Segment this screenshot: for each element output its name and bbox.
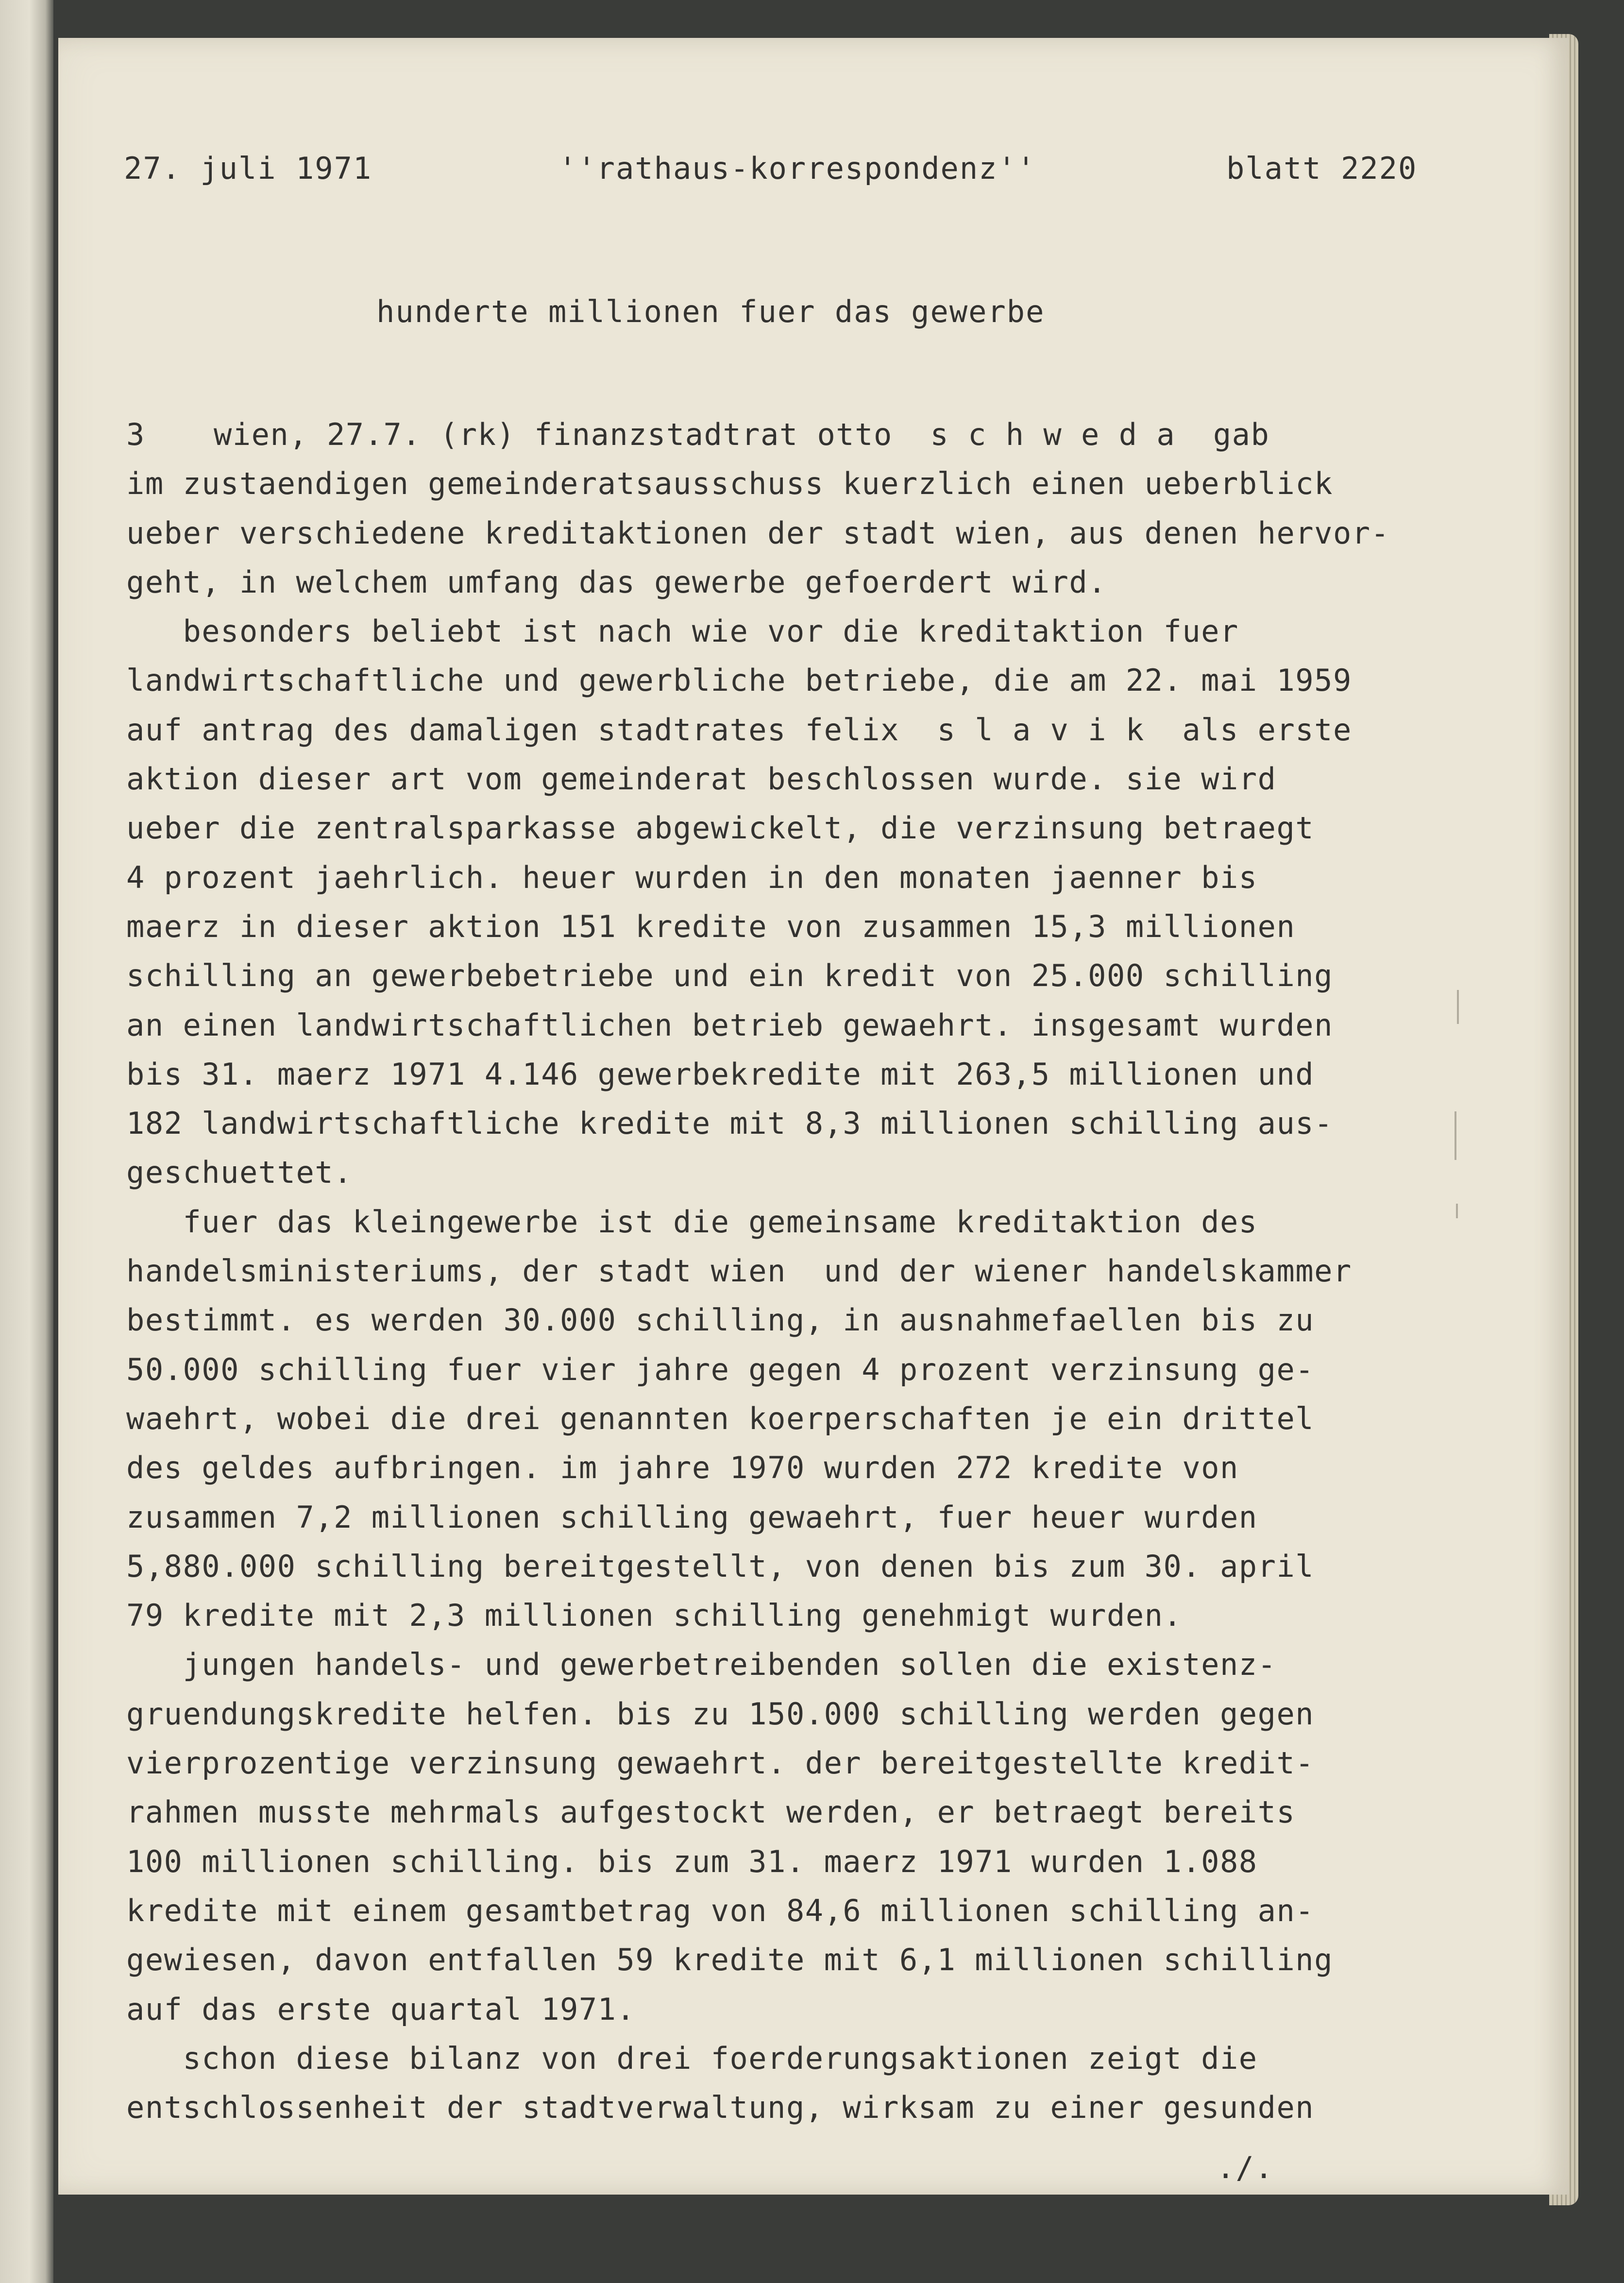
text-line: schilling an gewerbebetriebe und ein kredit von 25.000 schilling bbox=[126, 958, 1333, 994]
text-line: bestimmt. es werden 30.000 schilling, in ausnahmefaellen bis zu bbox=[126, 1302, 1315, 1338]
text-line: rahmen musste mehrmals aufgestockt werden, er betraegt bereits bbox=[126, 1794, 1296, 1830]
text-line: jungen handels- und gewerbetreibenden sollen die existenz- bbox=[126, 1647, 1277, 1683]
margin-pencil-mark bbox=[1456, 1204, 1458, 1218]
text-line: waehrt, wobei die drei genannten koerperschaften je ein drittel bbox=[126, 1400, 1315, 1436]
text-line: aktion dieser art vom gemeinderat beschlossen wurde. sie wird bbox=[126, 761, 1277, 797]
text-line: landwirtschaftliche und gewerbliche betriebe, die am 22. mai 1959 bbox=[126, 663, 1352, 699]
article-headline: hunderte millionen fuer das gewerbe bbox=[376, 294, 1045, 329]
text-line: 4 prozent jaehrlich. heuer wurden in den monaten jaenner bis bbox=[126, 859, 1258, 895]
text-line: fuer das kleingewerbe ist die gemeinsame kreditaktion des bbox=[126, 1204, 1258, 1240]
text-line: schon diese bilanz von drei foerderungsaktionen zeigt die bbox=[126, 2040, 1258, 2076]
text-line: 50.000 schilling fuer vier jahre gegen 4 prozent verzinsung ge- bbox=[126, 1351, 1315, 1387]
text-line: 79 kredite mit 2,3 millionen schilling genehmigt wurden. bbox=[126, 1598, 1183, 1634]
text-line: an einen landwirtschaftlichen betrieb gewaehrt. insgesamt wurden bbox=[126, 1007, 1333, 1043]
text-line: auf antrag des damaligen stadtrates felix s l a v i k als erste bbox=[126, 712, 1352, 748]
header-publication: ''rathaus-korrespondenz'' bbox=[558, 151, 1036, 186]
text-line: ueber die zentralsparkasse abgewickelt, die verzinsung betraegt bbox=[126, 810, 1315, 846]
article-body bbox=[126, 410, 1535, 2132]
text-line: entschlossenheit der stadtverwaltung, wirksam zu einer gesunden bbox=[126, 2090, 1315, 2126]
header-sheet-number: blatt 2220 bbox=[1226, 151, 1418, 186]
text-line: bis 31. maerz 1971 4.146 gewerbekredite mit 263,5 millionen und bbox=[126, 1056, 1315, 1092]
text-line: maerz in dieser aktion 151 kredite von zusammen 15,3 millionen bbox=[126, 908, 1296, 944]
text-line: ueber verschiedene kreditaktionen der stadt wien, aus denen hervor- bbox=[126, 515, 1390, 551]
left-page-edge bbox=[0, 0, 53, 2283]
header-date: 27. juli 1971 bbox=[124, 151, 372, 186]
text-line: kredite mit einem gesamtbetrag von 84,6 millionen schilling an- bbox=[126, 1892, 1315, 1928]
margin-pencil-mark bbox=[1457, 990, 1459, 1024]
margin-pencil-mark bbox=[1455, 1111, 1456, 1160]
text-line: auf das erste quartal 1971. bbox=[126, 1991, 636, 2027]
text-line: 182 landwirtschaftliche kredite mit 8,3 millionen schilling aus- bbox=[126, 1106, 1333, 1142]
text-line: des geldes aufbringen. im jahre 1970 wurden 272 kredite von bbox=[126, 1450, 1239, 1486]
text-line: 3 wien, 27.7. (rk) finanzstadtrat otto s c h w e d a gab bbox=[126, 410, 1535, 459]
text-line: besonders beliebt ist nach wie vor die kreditaktion fuer bbox=[126, 613, 1239, 649]
page-header bbox=[58, 151, 1569, 209]
text-line: zusammen 7,2 millionen schilling gewaehrt, fuer heuer wurden bbox=[126, 1499, 1258, 1535]
item-number: 3 bbox=[126, 417, 145, 452]
text-line: 5,880.000 schilling bereitgestellt, von denen bis zum 30. april bbox=[126, 1548, 1315, 1584]
text-line: geht, in welchem umfang das gewerbe gefoerdert wird. bbox=[126, 564, 1107, 600]
text-line: gruendungskredite helfen. bis zu 150.000 schilling werden gegen bbox=[126, 1696, 1315, 1732]
text-line: gewiesen, davon entfallen 59 kredite mit 6,1 millionen schilling bbox=[126, 1942, 1333, 1978]
text-line: im zustaendigen gemeinderatsausschuss kuerzlich einen ueberblick bbox=[126, 466, 1333, 502]
text-line: geschuettet. bbox=[126, 1155, 353, 1191]
document-page bbox=[58, 38, 1569, 2195]
text-line: handelsministeriums, der stadt wien und der wiener handelskammer bbox=[126, 1253, 1352, 1289]
text-line: 100 millionen schilling. bis zum 31. maerz 1971 wurden 1.088 bbox=[126, 1843, 1258, 1879]
text-line: vierprozentige verzinsung gewaehrt. der bereitgestellte kredit- bbox=[126, 1745, 1315, 1781]
continuation-mark: ./. bbox=[1217, 2150, 1274, 2185]
